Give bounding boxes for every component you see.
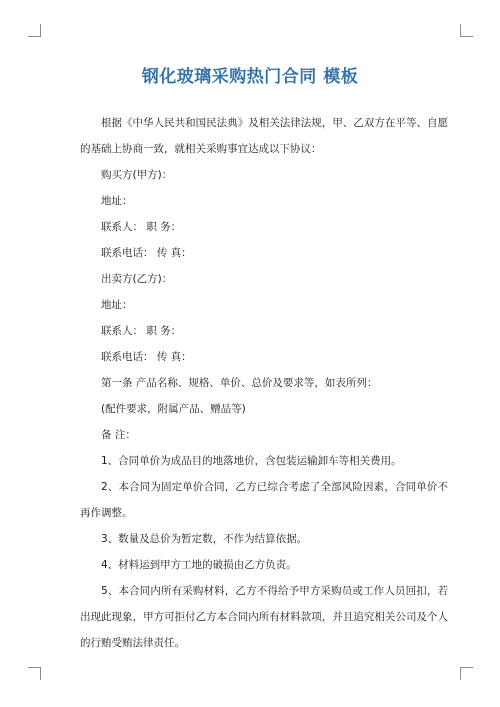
seller-label: 出卖方(乙方)：	[101, 273, 173, 285]
crop-mark-top-right	[460, 24, 473, 37]
remark-item-4: 4、材料运到甲方工地的破损由乙方负责。	[101, 559, 297, 571]
article-1-note: (配件要求，附属产品、赠品等)	[101, 403, 246, 415]
seller-phone: 联系电话： 传 真：	[101, 351, 192, 363]
document-body	[80, 110, 448, 656]
remark-item-5: 5、本合同内所有采购材料，乙方不得给予甲方采购员或工作人员回扣，若出现此现象，甲方可拒付乙方本合同内所有材料款项，并且追究相关公司及个人的行贿受贿法律责任。	[80, 585, 448, 649]
buyer-address: 地址：	[101, 195, 133, 207]
crop-mark-top-left	[28, 24, 41, 37]
seller-contact: 联系人： 职 务：	[101, 325, 182, 337]
crop-mark-bottom-right	[460, 667, 473, 680]
remark-item-2: 2、本合同为固定单价合同，乙方已综合考虑了全部风险因素，合同单价不再作调整。	[80, 481, 448, 519]
seller-address: 地址：	[101, 299, 133, 311]
document-title: 钢化玻璃采购热门合同 模板	[141, 67, 359, 87]
remark-item-3: 3、数量及总价为暂定数，不作为结算依据。	[101, 533, 308, 545]
crop-mark-bottom-left	[28, 667, 41, 680]
article-1: 第一条 产品名称、规格、单价、总价及要求等，如表所列：	[101, 377, 378, 389]
remarks-label: 备 注：	[101, 429, 136, 441]
remark-item-1: 1、合同单价为成品目的地落地价，含包装运输卸车等相关费用。	[101, 455, 402, 467]
intro-paragraph: 根据《中华人民共和国民法典》及相关法律法规，甲、乙双方在平等、自愿的基础上协商一致，就相关采购事宜达成以下协议：	[80, 117, 448, 155]
buyer-label: 购买方(甲方)：	[101, 169, 173, 181]
buyer-contact: 联系人： 职 务：	[101, 221, 182, 233]
buyer-phone: 联系电话： 传 真：	[101, 247, 192, 259]
